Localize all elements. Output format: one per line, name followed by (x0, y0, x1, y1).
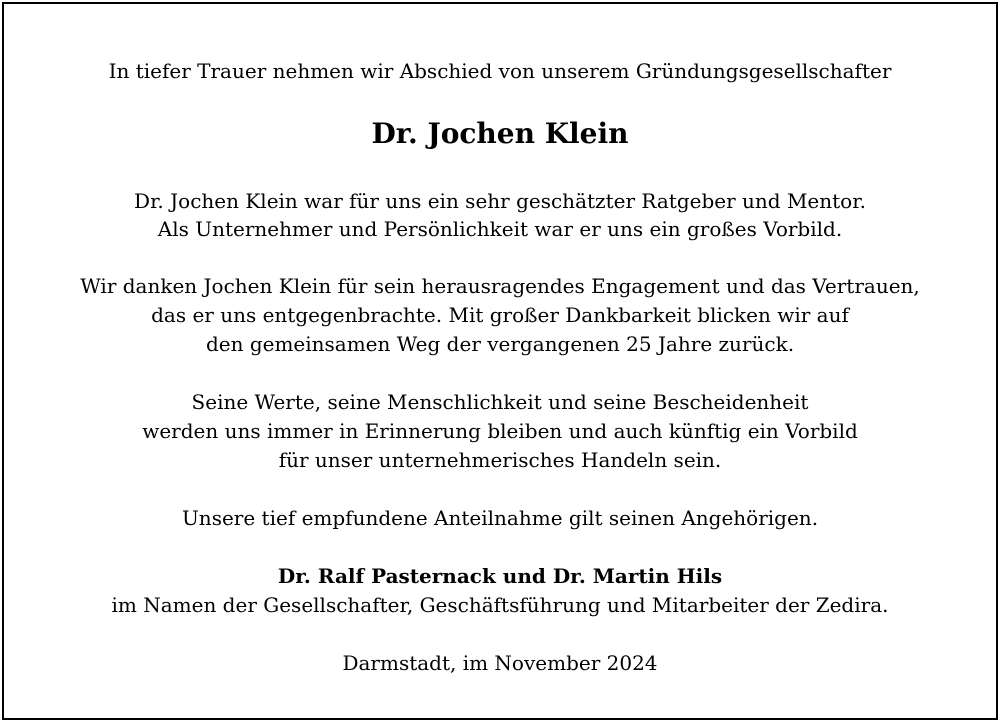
paragraph-line: den gemeinsamen Weg der vergangenen 25 Jahre zurück. (205, 332, 795, 356)
paragraph-line: das er uns entgegenbrachte. Mit großer Dankbarkeit blicken wir auf (151, 303, 849, 327)
paragraph-line: Wir danken Jochen Klein für sein herausragendes Engagement und das Vertrauen, (80, 274, 920, 298)
intro-line: In tiefer Trauer nehmen wir Abschied von unserem Gründungsgesellschafter (108, 59, 892, 83)
on-behalf-line: im Namen der Gesellschafter, Geschäftsführung und Mitarbeiter der Zedira. (111, 593, 889, 617)
paragraph-line: Dr. Jochen Klein war für uns ein sehr geschätzter Ratgeber und Mentor. (134, 189, 866, 213)
signatories: Dr. Ralf Pasternack und Dr. Martin Hils (277, 564, 723, 588)
paragraph-line: Seine Werte, seine Menschlichkeit und seine Bescheidenheit (191, 390, 809, 414)
obituary-notice (2, 2, 998, 720)
deceased-name: Dr. Jochen Klein (371, 117, 629, 150)
paragraph-line: Unsere tief empfundene Anteilnahme gilt seinen Angehörigen. (181, 506, 819, 530)
paragraph-line: Als Unternehmer und Persönlichkeit war er uns ein großes Vorbild. (157, 217, 843, 241)
paragraph-line: werden uns immer in Erinnerung bleiben und auch künftig ein Vorbild (142, 419, 858, 443)
place-date: Darmstadt, im November 2024 (342, 651, 658, 675)
paragraph-line: für unser unternehmerisches Handeln sein. (278, 448, 722, 472)
